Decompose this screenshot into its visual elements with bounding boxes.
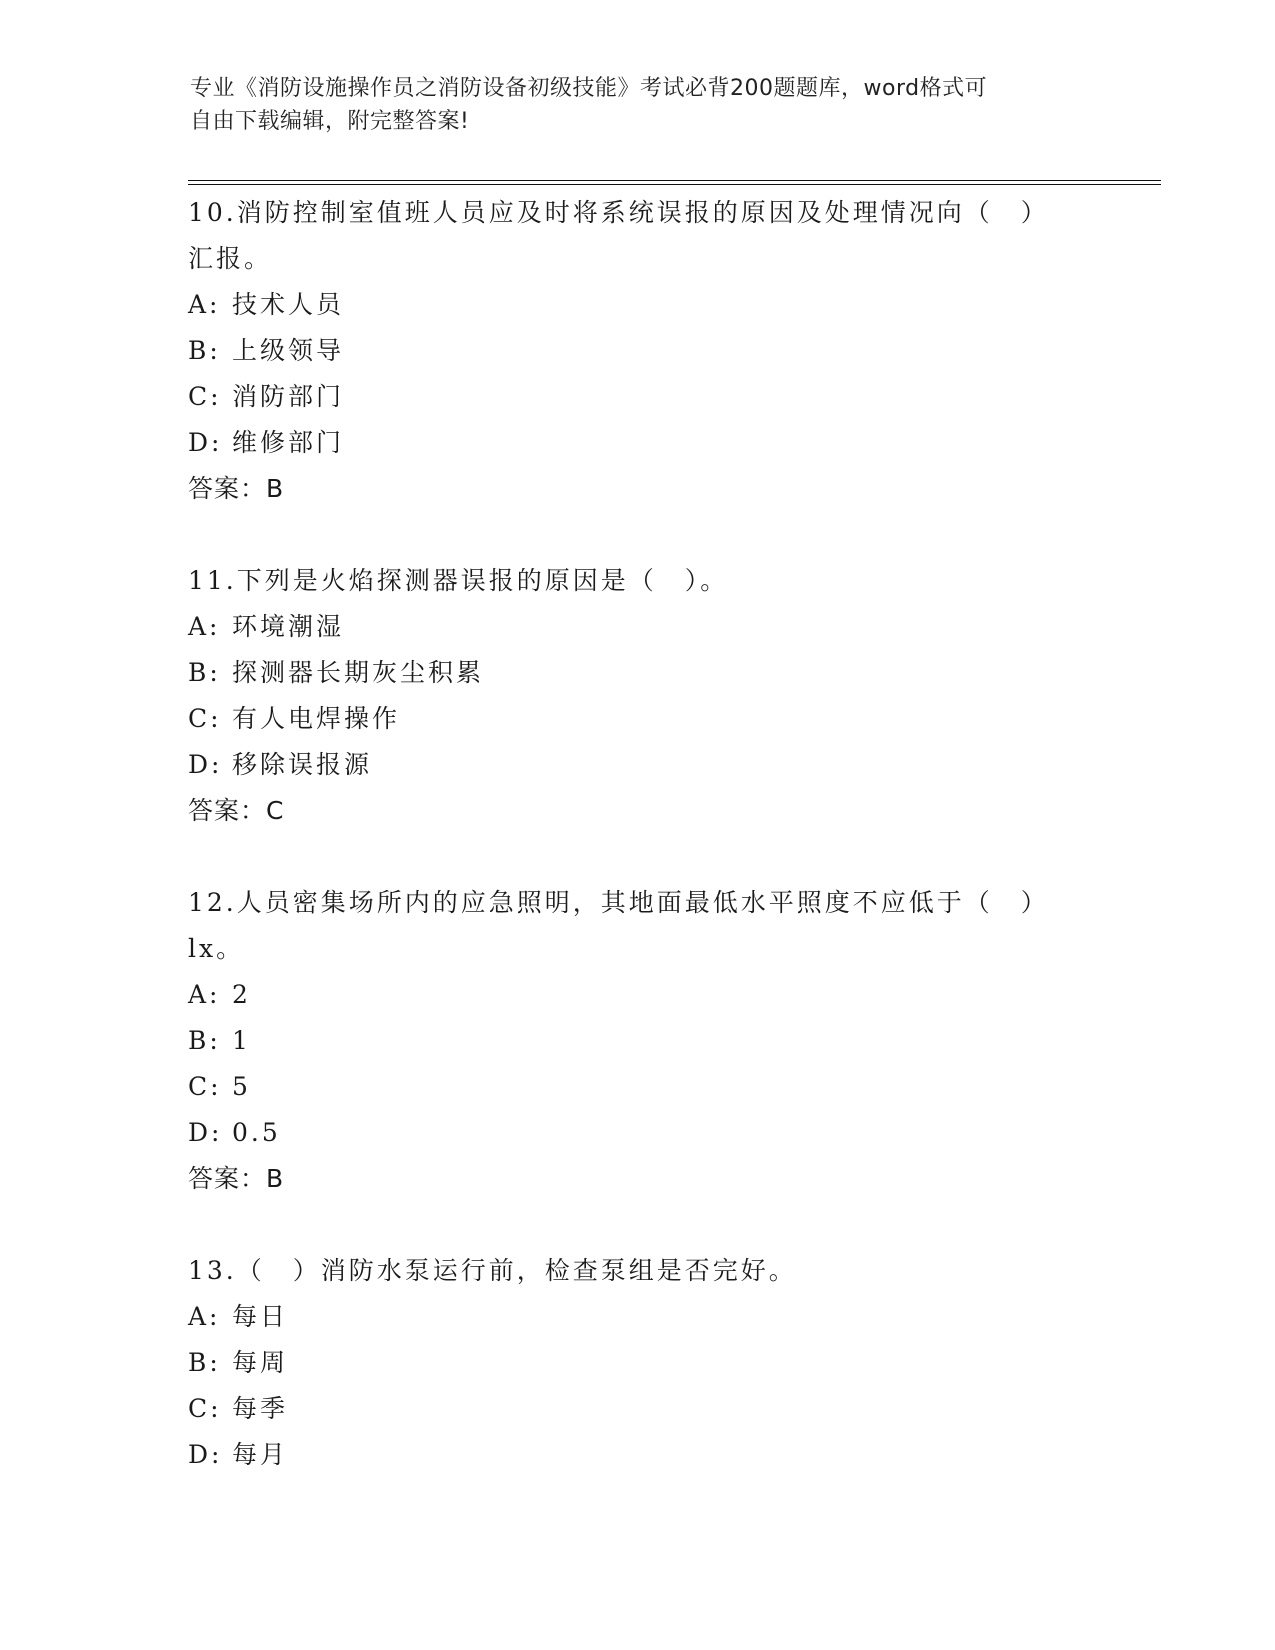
option-b	[188, 650, 1088, 696]
question-stem-continued: lx。	[188, 934, 245, 963]
option-letter: D:	[188, 428, 223, 457]
option-letter: C:	[188, 704, 222, 733]
option-a	[188, 604, 1088, 650]
answer-key: 答案：B	[188, 474, 285, 503]
option-c	[188, 1386, 1088, 1432]
option-letter: B:	[188, 336, 221, 365]
question-10	[188, 190, 1088, 512]
option-letter: A:	[188, 612, 221, 641]
question-spacer	[188, 1202, 1088, 1248]
header-divider-top	[188, 180, 1161, 181]
question-spacer	[188, 834, 1088, 880]
document-header	[190, 72, 1090, 138]
option-letter: A:	[188, 980, 221, 1009]
option-c	[188, 696, 1088, 742]
option-text: 环境潮湿	[232, 612, 345, 641]
option-d	[188, 1110, 1088, 1156]
option-text: 0.5	[232, 1118, 281, 1147]
option-letter: D:	[188, 1440, 223, 1469]
option-a	[188, 1294, 1088, 1340]
question-stem: 11.下列是火焰探测器误报的原因是（ ）。	[188, 566, 729, 595]
option-d	[188, 1432, 1088, 1478]
question-list	[188, 190, 1088, 1478]
option-text: 每月	[232, 1440, 289, 1469]
question-11	[188, 558, 1088, 834]
option-c	[188, 374, 1088, 420]
option-text: 探测器长期灰尘积累	[232, 658, 485, 687]
answer-key: 答案：C	[188, 796, 285, 825]
option-text: 移除误报源	[232, 750, 373, 779]
header-line-2: 自由下载编辑，附完整答案!	[190, 109, 470, 134]
option-d	[188, 420, 1088, 466]
option-text: 有人电焊操作	[232, 704, 401, 733]
option-b	[188, 1018, 1088, 1064]
option-c	[188, 1064, 1088, 1110]
question-stem: 12.人员密集场所内的应急照明，其地面最低水平照度不应低于（ ）	[188, 888, 1049, 917]
question-12	[188, 880, 1088, 1202]
option-d	[188, 742, 1088, 788]
option-a	[188, 282, 1088, 328]
option-text: 上级领导	[232, 336, 345, 365]
question-stem: 10.消防控制室值班人员应及时将系统误报的原因及处理情况向（ ）	[188, 198, 1049, 227]
option-b	[188, 328, 1088, 374]
option-letter: A:	[188, 290, 221, 319]
option-letter: C:	[188, 1394, 222, 1423]
question-13	[188, 1248, 1088, 1478]
answer-key: 答案：B	[188, 1164, 285, 1193]
question-stem-continued: 汇报。	[188, 244, 273, 273]
option-text: 每周	[232, 1348, 289, 1377]
option-letter: C:	[188, 382, 222, 411]
option-letter: B:	[188, 658, 221, 687]
option-letter: D:	[188, 1118, 223, 1147]
option-text: 维修部门	[232, 428, 345, 457]
header-line-1: 专业《消防设施操作员之消防设备初级技能》考试必背200题题库，word格式可	[190, 76, 988, 101]
option-text: 5	[232, 1072, 251, 1101]
option-b	[188, 1340, 1088, 1386]
option-a	[188, 972, 1088, 1018]
option-letter: C:	[188, 1072, 222, 1101]
question-spacer	[188, 512, 1088, 558]
option-text: 每季	[232, 1394, 289, 1423]
option-text: 技术人员	[232, 290, 345, 319]
option-text: 消防部门	[232, 382, 345, 411]
option-letter: A:	[188, 1302, 221, 1331]
option-text: 1	[232, 1026, 251, 1055]
header-divider-bottom	[188, 184, 1161, 185]
option-letter: D:	[188, 750, 223, 779]
question-stem: 13.（ ）消防水泵运行前，检查泵组是否完好。	[188, 1256, 797, 1285]
option-letter: B:	[188, 1026, 221, 1055]
option-text: 每日	[232, 1302, 289, 1331]
option-text: 2	[232, 980, 251, 1009]
option-letter: B:	[188, 1348, 221, 1377]
